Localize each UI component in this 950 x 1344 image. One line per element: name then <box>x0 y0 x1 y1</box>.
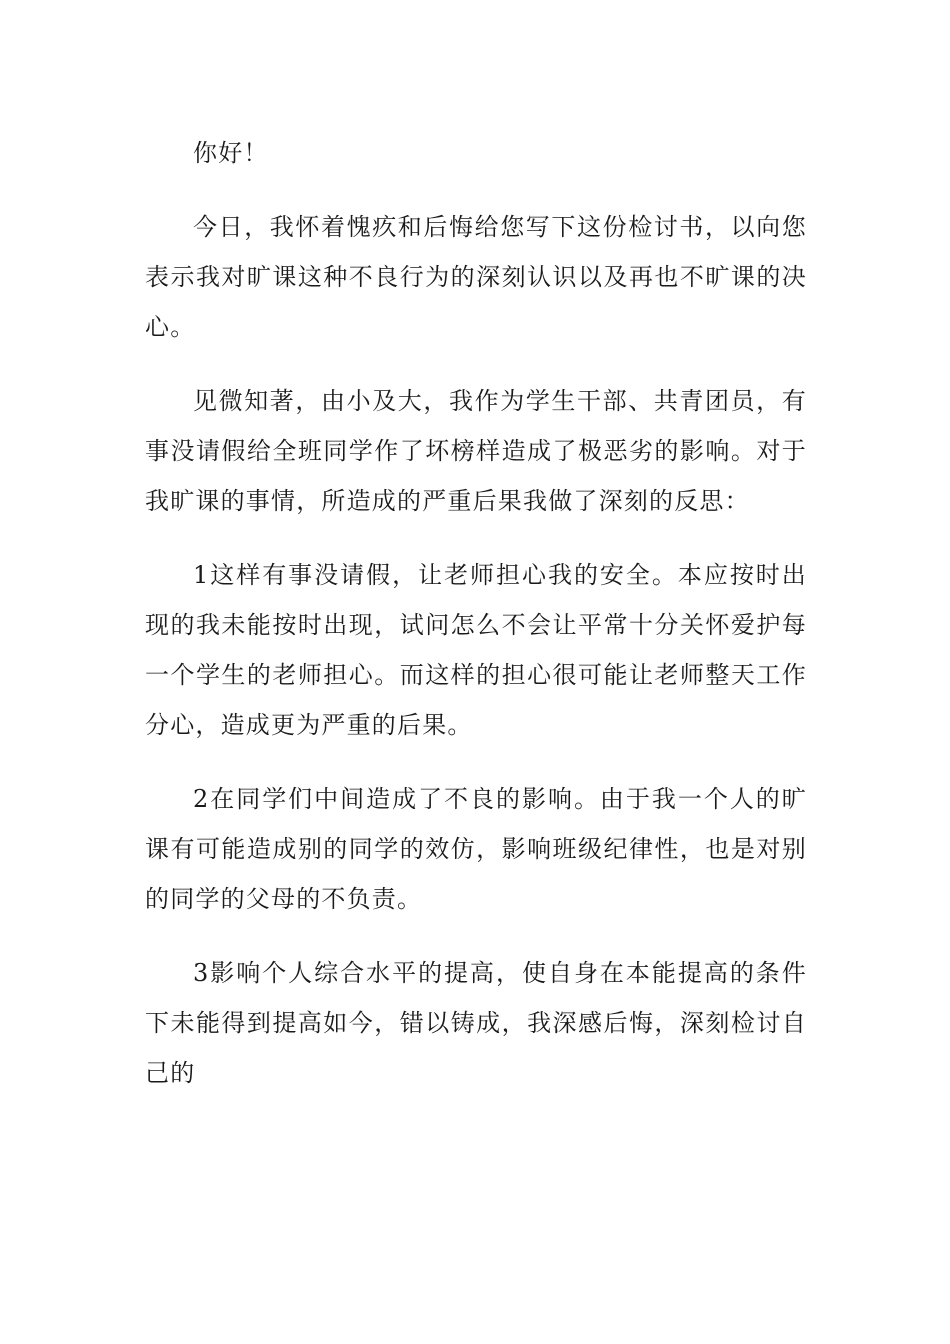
paragraph-point-1: 1这样有事没请假，让老师担心我的安全。本应按时出现的我未能按时出现，试问怎么不会让平常十分关怀爱护每一个学生的老师担心。而这样的担心很可能让老师整天工作分心，造成更为严重的后果。 <box>145 561 807 739</box>
paragraph-point-2: 2在同学们中间造成了不良的影响。由于我一个人的旷课有可能造成别的同学的效仿，影响班级纪律性，也是对别的同学的父母的不负责。 <box>145 785 807 913</box>
paragraph-point-3: 3影响个人综合水平的提高，使自身在本能提高的条件下未能得到提高如今，错以铸成，我深感后悔，深刻检讨自己的 <box>145 959 807 1087</box>
greeting: 你好！ <box>193 139 269 167</box>
letter-body <box>145 128 807 1122</box>
paragraph-reflection: 见微知著，由小及大，我作为学生干部、共青团员，有事没请假给全班同学作了坏榜样造成了极恶劣的影响。对于我旷课的事情，所造成的严重后果我做了深刻的反思： <box>145 387 807 515</box>
paragraph-intro: 今日，我怀着愧疚和后悔给您写下这份检讨书，以向您表示我对旷课这种不良行为的深刻认识以及再也不旷课的决心。 <box>145 213 807 341</box>
